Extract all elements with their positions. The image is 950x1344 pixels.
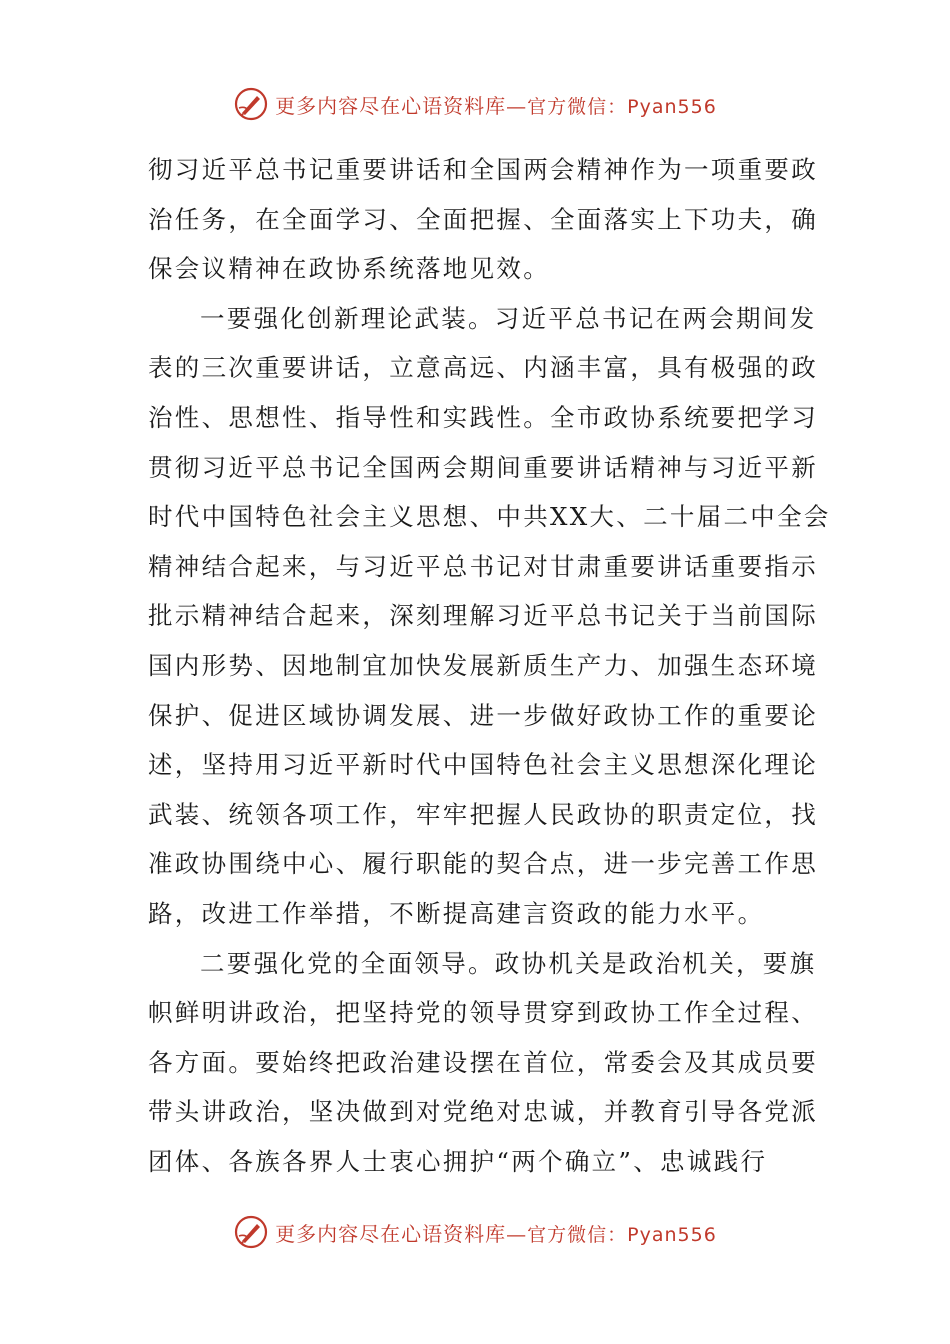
text-line: 保护、促进区域协调发展、进一步做好政协工作的重要论	[148, 700, 818, 730]
footer-site-text: 更多内容尽在心语资料库—	[275, 1221, 528, 1246]
header-site-text: 更多内容尽在心语资料库—	[275, 93, 528, 118]
header-banner-text	[275, 90, 717, 119]
text-line: 贯彻习近平总书记全国两会期间重要讲话精神与习近平新	[148, 452, 818, 482]
footer-banner	[0, 1212, 950, 1252]
text-line: 准政协围绕中心、履行职能的契合点，进一步完善工作思	[148, 849, 818, 879]
text-line: 述，坚持用习近平新时代中国特色社会主义思想深化理论	[148, 750, 818, 780]
text-line: 国内形势、因地制宜加快发展新质生产力、加强生态环境	[148, 650, 818, 680]
paragraph-3	[148, 939, 818, 1187]
text-line: 团体、各族各界人士衷心拥护“两个确立”、忠诚践行	[148, 1146, 768, 1176]
header-banner	[0, 84, 950, 124]
text-line: 保会议精神在政协系统落地见效。	[148, 254, 550, 284]
text-line: 治性、思想性、指导性和实践性。全市政协系统要把学习	[148, 402, 818, 432]
text-line: 治任务，在全面学习、全面把握、全面落实上下功夫，确	[148, 204, 818, 234]
text-line: 表的三次重要讲话，立意高远、内涵丰富，具有极强的政	[148, 353, 818, 383]
text-line: 路，改进工作举措，不断提高建言资政的能力水平。	[148, 898, 765, 928]
header-wechat-text: 官方微信：Pyan556	[527, 95, 717, 118]
text-line: 一要强化创新理论武装。习近平总书记在两会期间发	[200, 303, 817, 333]
document-body	[148, 145, 831, 1186]
footer-banner-text	[275, 1218, 717, 1247]
header-banner-content	[233, 86, 717, 122]
paragraph-2	[148, 294, 831, 939]
text-line: 二要强化党的全面领导。政协机关是政治机关，要旗	[200, 948, 817, 978]
text-line: 批示精神结合起来，深刻理解习近平总书记关于当前国际	[148, 601, 818, 631]
text-line: 带头讲政治，坚决做到对党绝对忠诚，并教育引导各党派	[148, 1097, 818, 1127]
text-line: 帜鲜明讲政治，把坚持党的领导贯穿到政协工作全过程、	[148, 998, 818, 1028]
pen-logo-icon	[233, 1214, 269, 1250]
pen-logo-icon	[233, 86, 269, 122]
text-line: 各方面。要始终把政治建设摆在首位，常委会及其成员要	[148, 1047, 818, 1077]
footer-banner-content	[233, 1214, 717, 1250]
text-line: 时代中国特色社会主义思想、中共XX大、二十届二中全会	[148, 502, 831, 532]
text-line: 彻习近平总书记重要讲话和全国两会精神作为一项重要政	[148, 155, 818, 184]
footer-wechat-text: 官方微信：Pyan556	[527, 1223, 717, 1246]
text-line: 武装、统领各项工作，牢牢把握人民政协的职责定位，找	[148, 799, 818, 829]
text-line: 精神结合起来，与习近平总书记对甘肃重要讲话重要指示	[148, 551, 818, 581]
paragraph-1	[148, 145, 818, 294]
